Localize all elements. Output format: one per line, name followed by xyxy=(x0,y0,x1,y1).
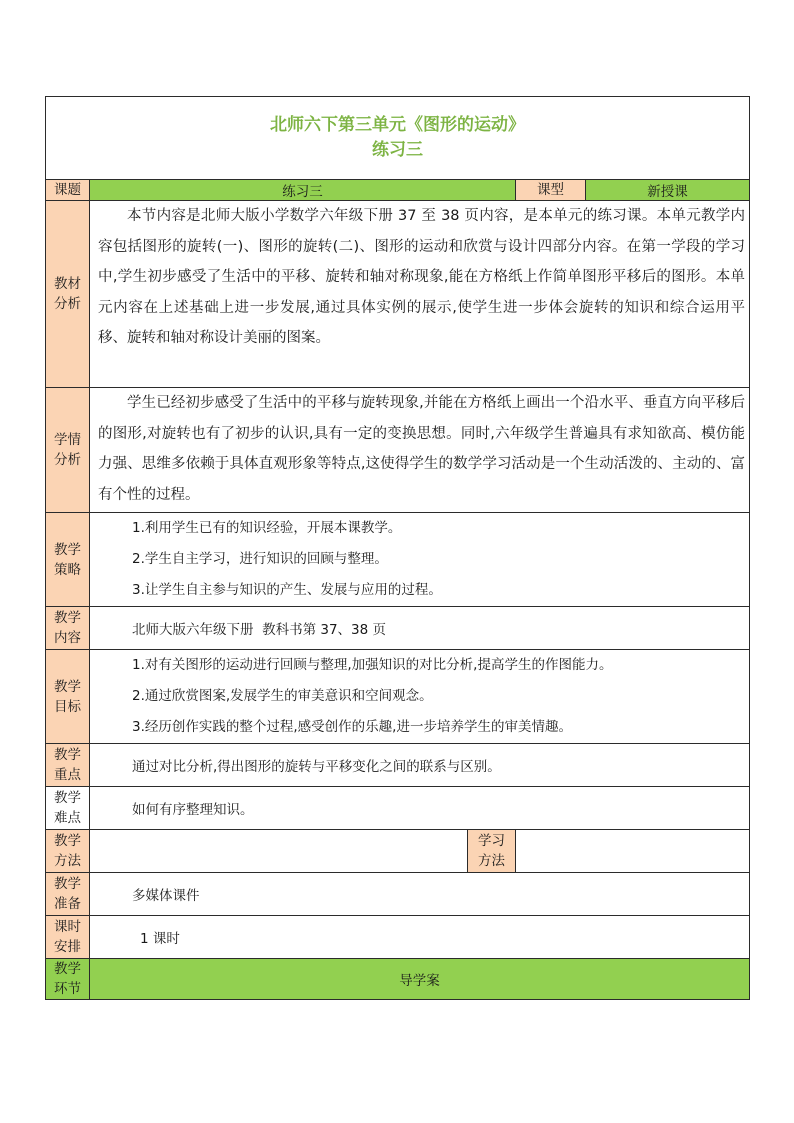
content-text: 北师大版六年级下册 教科书第 37、38 页 xyxy=(132,622,387,638)
textbook-analysis-label: 教材分析 xyxy=(46,201,90,388)
type-value: 新授课 xyxy=(586,180,750,201)
type-label: 课型 xyxy=(516,180,586,201)
schedule-cell xyxy=(90,916,750,959)
schedule-text: 1 课时 xyxy=(140,931,180,947)
difficulties-cell xyxy=(90,787,750,830)
preparation-text: 多媒体课件 xyxy=(132,888,200,904)
goal-item: 3.经历创作实践的整个过程,感受创作的乐趣,进一步培养学生的审美情趣。 xyxy=(132,719,572,735)
student-analysis-cell xyxy=(90,388,750,513)
strategy-item: 2.学生自主学习，进行知识的回顾与整理。 xyxy=(132,551,388,567)
difficulties-text: 如何有序整理知识。 xyxy=(132,802,254,818)
strategy-item: 3.让学生自主参与知识的产生、发展与应用的过程。 xyxy=(132,582,442,598)
study-methods-label: 学习方法 xyxy=(468,830,516,873)
goals-label: 教学目标 xyxy=(46,650,90,744)
goal-item: 1.对有关图形的运动进行回顾与整理,加强知识的对比分析,提高学生的作图能力。 xyxy=(132,657,613,673)
process-value: 导学案 xyxy=(90,959,750,1000)
content-cell xyxy=(90,607,750,650)
goal-item: 2.通过欣赏图案,发展学生的审美意识和空间观念。 xyxy=(132,688,433,704)
course-label: 课题 xyxy=(46,180,90,201)
process-label: 教学环节 xyxy=(46,959,90,1000)
key-points-cell xyxy=(90,744,750,787)
strategy-cell xyxy=(90,513,750,607)
schedule-label: 课时安排 xyxy=(46,916,90,959)
student-analysis-text: 学生已经初步感受了生活中的平移与旋转现象,并能在方格纸上画出一个沿水平、垂直方向平移后的图形,对旋转也有了初步的认识,具有一定的变换思想。同时,六年级学生普遍具有求知欲高、模仿能力强、思维多依赖于具体直观形象等特点,这使得学生的数学学习活动是一个生动活泼的、主动的、富有个性的过程。 xyxy=(98,395,746,503)
difficulties-label: 教学难点 xyxy=(46,787,90,830)
preparation-cell xyxy=(90,873,750,916)
strategy-label: 教学策略 xyxy=(46,513,90,607)
key-points-text: 通过对比分析,得出图形的旋转与平移变化之间的联系与区别。 xyxy=(132,759,501,775)
methods-label: 教学方法 xyxy=(46,830,90,873)
title-line-2: 练习三 xyxy=(372,140,424,160)
content-label: 教学内容 xyxy=(46,607,90,650)
goals-cell xyxy=(90,650,750,744)
textbook-analysis-text: 本节内容是北师大版小学数学六年级下册 37 至 38 页内容，是本单元的练习课。本单元教学内容包括图形的旋转(一)、图形的旋转(二)、图形的运动和欣赏与设计四部分内容。在第一学段的学习中,学生初步感受了生活中的平移、旋转和轴对称现象,能在方格纸上作简单图形平移后的图形。本单元内容在上述基础上进一步发展,通过具体实例的展示,使学生进一步体会旋转的知识和综合运用平移、旋转和轴对称设计美丽的图案。 xyxy=(98,208,746,346)
key-points-label: 教学重点 xyxy=(46,744,90,787)
preparation-label: 教学准备 xyxy=(46,873,90,916)
methods-value xyxy=(90,830,468,873)
student-analysis-label: 学情分析 xyxy=(46,388,90,513)
course-value: 练习三 xyxy=(90,180,516,201)
study-methods-value xyxy=(516,830,750,873)
page-title xyxy=(46,97,750,180)
lesson-plan-table xyxy=(45,96,750,1000)
textbook-analysis-cell xyxy=(90,201,750,388)
title-line-1: 北师六下第三单元《图形的运动》 xyxy=(270,115,526,135)
strategy-item: 1.利用学生已有的知识经验，开展本课教学。 xyxy=(132,520,402,536)
